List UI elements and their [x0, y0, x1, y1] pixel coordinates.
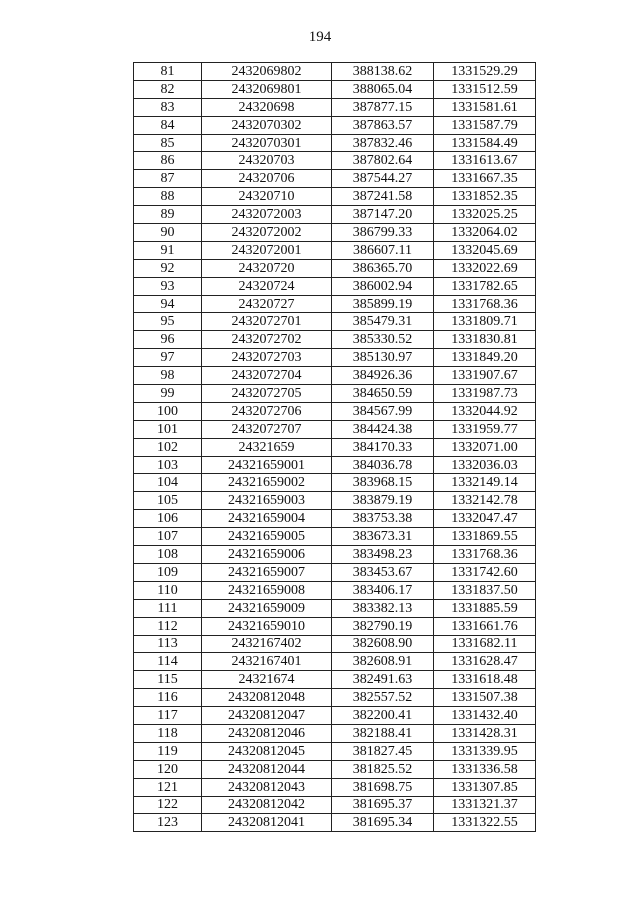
y-coordinate-cell: 1331339.95 [434, 742, 536, 760]
y-coordinate-cell: 1331959.77 [434, 420, 536, 438]
table-row [134, 599, 536, 617]
table-row [134, 170, 536, 188]
row-number-cell: 119 [134, 742, 202, 760]
x-coordinate-cell: 384036.78 [332, 456, 434, 474]
table-row [134, 617, 536, 635]
y-coordinate-cell: 1332047.47 [434, 510, 536, 528]
point-code-cell: 24320812042 [202, 796, 332, 814]
x-coordinate-cell: 383968.15 [332, 474, 434, 492]
table-row [134, 742, 536, 760]
x-coordinate-cell: 386365.70 [332, 259, 434, 277]
table-row [134, 724, 536, 742]
point-code-cell: 24321659004 [202, 510, 332, 528]
point-code-cell: 24321659003 [202, 492, 332, 510]
row-number-cell: 118 [134, 724, 202, 742]
x-coordinate-cell: 381698.75 [332, 778, 434, 796]
y-coordinate-cell: 1332036.03 [434, 456, 536, 474]
x-coordinate-cell: 383453.67 [332, 563, 434, 581]
y-coordinate-cell: 1331885.59 [434, 599, 536, 617]
x-coordinate-cell: 385330.52 [332, 331, 434, 349]
row-number-cell: 114 [134, 653, 202, 671]
y-coordinate-cell: 1331869.55 [434, 528, 536, 546]
y-coordinate-cell: 1331837.50 [434, 581, 536, 599]
x-coordinate-cell: 388065.04 [332, 80, 434, 98]
x-coordinate-cell: 382608.90 [332, 635, 434, 653]
x-coordinate-cell: 382188.41 [332, 724, 434, 742]
x-coordinate-cell: 388138.62 [332, 63, 434, 81]
row-number-cell: 96 [134, 331, 202, 349]
row-number-cell: 99 [134, 385, 202, 403]
point-code-cell: 24320710 [202, 188, 332, 206]
table-row [134, 438, 536, 456]
y-coordinate-cell: 1332064.02 [434, 224, 536, 242]
point-code-cell: 24321674 [202, 671, 332, 689]
row-number-cell: 110 [134, 581, 202, 599]
table-row [134, 456, 536, 474]
row-number-cell: 120 [134, 760, 202, 778]
y-coordinate-cell: 1331830.81 [434, 331, 536, 349]
y-coordinate-cell: 1331809.71 [434, 313, 536, 331]
y-coordinate-cell: 1331768.36 [434, 295, 536, 313]
table-row [134, 635, 536, 653]
y-coordinate-cell: 1331682.11 [434, 635, 536, 653]
y-coordinate-cell: 1331587.79 [434, 116, 536, 134]
point-code-cell: 24320812047 [202, 707, 332, 725]
x-coordinate-cell: 384926.36 [332, 367, 434, 385]
x-coordinate-cell: 387832.46 [332, 134, 434, 152]
point-code-cell: 24320812041 [202, 814, 332, 832]
table-row [134, 796, 536, 814]
row-number-cell: 122 [134, 796, 202, 814]
row-number-cell: 93 [134, 277, 202, 295]
coordinates-table [133, 62, 536, 832]
row-number-cell: 81 [134, 63, 202, 81]
y-coordinate-cell: 1331907.67 [434, 367, 536, 385]
point-code-cell: 24320706 [202, 170, 332, 188]
x-coordinate-cell: 384650.59 [332, 385, 434, 403]
table-row [134, 814, 536, 832]
point-code-cell: 24321659006 [202, 546, 332, 564]
x-coordinate-cell: 387147.20 [332, 206, 434, 224]
table-row [134, 760, 536, 778]
point-code-cell: 24320812046 [202, 724, 332, 742]
table-row [134, 671, 536, 689]
y-coordinate-cell: 1331336.58 [434, 760, 536, 778]
table-row [134, 63, 536, 81]
x-coordinate-cell: 383406.17 [332, 581, 434, 599]
x-coordinate-cell: 387544.27 [332, 170, 434, 188]
point-code-cell: 24320724 [202, 277, 332, 295]
y-coordinate-cell: 1332025.25 [434, 206, 536, 224]
row-number-cell: 98 [134, 367, 202, 385]
y-coordinate-cell: 1331628.47 [434, 653, 536, 671]
table-row [134, 528, 536, 546]
coordinates-table-body [134, 63, 536, 832]
point-code-cell: 24320812045 [202, 742, 332, 760]
point-code-cell: 24321659009 [202, 599, 332, 617]
point-code-cell: 2432070301 [202, 134, 332, 152]
point-code-cell: 24321659005 [202, 528, 332, 546]
row-number-cell: 115 [134, 671, 202, 689]
row-number-cell: 91 [134, 241, 202, 259]
point-code-cell: 2432072702 [202, 331, 332, 349]
row-number-cell: 89 [134, 206, 202, 224]
table-row [134, 134, 536, 152]
row-number-cell: 83 [134, 98, 202, 116]
x-coordinate-cell: 383498.23 [332, 546, 434, 564]
table-row [134, 116, 536, 134]
point-code-cell: 2432072003 [202, 206, 332, 224]
table-row [134, 581, 536, 599]
y-coordinate-cell: 1331742.60 [434, 563, 536, 581]
table-row [134, 367, 536, 385]
y-coordinate-cell: 1331321.37 [434, 796, 536, 814]
y-coordinate-cell: 1332022.69 [434, 259, 536, 277]
x-coordinate-cell: 381695.37 [332, 796, 434, 814]
x-coordinate-cell: 385130.97 [332, 349, 434, 367]
x-coordinate-cell: 385899.19 [332, 295, 434, 313]
table-row [134, 385, 536, 403]
point-code-cell: 24320698 [202, 98, 332, 116]
point-code-cell: 24321659 [202, 438, 332, 456]
row-number-cell: 94 [134, 295, 202, 313]
y-coordinate-cell: 1332044.92 [434, 402, 536, 420]
row-number-cell: 123 [134, 814, 202, 832]
point-code-cell: 2432167401 [202, 653, 332, 671]
table-row [134, 510, 536, 528]
y-coordinate-cell: 1331768.36 [434, 546, 536, 564]
row-number-cell: 108 [134, 546, 202, 564]
x-coordinate-cell: 382491.63 [332, 671, 434, 689]
x-coordinate-cell: 383879.19 [332, 492, 434, 510]
table-row [134, 420, 536, 438]
x-coordinate-cell: 387802.64 [332, 152, 434, 170]
table-row [134, 241, 536, 259]
x-coordinate-cell: 382790.19 [332, 617, 434, 635]
y-coordinate-cell: 1331849.20 [434, 349, 536, 367]
x-coordinate-cell: 381825.52 [332, 760, 434, 778]
row-number-cell: 88 [134, 188, 202, 206]
x-coordinate-cell: 386002.94 [332, 277, 434, 295]
table-row [134, 188, 536, 206]
table-row [134, 295, 536, 313]
x-coordinate-cell: 382200.41 [332, 707, 434, 725]
y-coordinate-cell: 1331782.65 [434, 277, 536, 295]
x-coordinate-cell: 385479.31 [332, 313, 434, 331]
x-coordinate-cell: 387877.15 [332, 98, 434, 116]
y-coordinate-cell: 1332142.78 [434, 492, 536, 510]
page-number: 194 [308, 29, 332, 45]
row-number-cell: 92 [134, 259, 202, 277]
point-code-cell: 24321659007 [202, 563, 332, 581]
x-coordinate-cell: 386799.33 [332, 224, 434, 242]
y-coordinate-cell: 1331661.76 [434, 617, 536, 635]
y-coordinate-cell: 1331618.48 [434, 671, 536, 689]
point-code-cell: 2432072707 [202, 420, 332, 438]
x-coordinate-cell: 383753.38 [332, 510, 434, 528]
row-number-cell: 104 [134, 474, 202, 492]
row-number-cell: 113 [134, 635, 202, 653]
point-code-cell: 24320703 [202, 152, 332, 170]
x-coordinate-cell: 381695.34 [332, 814, 434, 832]
row-number-cell: 109 [134, 563, 202, 581]
table-row [134, 331, 536, 349]
row-number-cell: 84 [134, 116, 202, 134]
point-code-cell: 2432072706 [202, 402, 332, 420]
x-coordinate-cell: 384170.33 [332, 438, 434, 456]
y-coordinate-cell: 1332071.00 [434, 438, 536, 456]
y-coordinate-cell: 1331581.61 [434, 98, 536, 116]
point-code-cell: 24320812043 [202, 778, 332, 796]
y-coordinate-cell: 1331507.38 [434, 689, 536, 707]
point-code-cell: 24320812044 [202, 760, 332, 778]
point-code-cell: 24320812048 [202, 689, 332, 707]
point-code-cell: 24320720 [202, 259, 332, 277]
x-coordinate-cell: 384567.99 [332, 402, 434, 420]
table-row [134, 707, 536, 725]
point-code-cell: 2432167402 [202, 635, 332, 653]
point-code-cell: 2432069801 [202, 80, 332, 98]
row-number-cell: 106 [134, 510, 202, 528]
row-number-cell: 102 [134, 438, 202, 456]
row-number-cell: 103 [134, 456, 202, 474]
table-row [134, 206, 536, 224]
table-row [134, 563, 536, 581]
row-number-cell: 87 [134, 170, 202, 188]
y-coordinate-cell: 1331322.55 [434, 814, 536, 832]
row-number-cell: 100 [134, 402, 202, 420]
row-number-cell: 111 [134, 599, 202, 617]
x-coordinate-cell: 387863.57 [332, 116, 434, 134]
row-number-cell: 121 [134, 778, 202, 796]
x-coordinate-cell: 383673.31 [332, 528, 434, 546]
x-coordinate-cell: 382608.91 [332, 653, 434, 671]
point-code-cell: 24320727 [202, 295, 332, 313]
y-coordinate-cell: 1331428.31 [434, 724, 536, 742]
row-number-cell: 82 [134, 80, 202, 98]
row-number-cell: 112 [134, 617, 202, 635]
point-code-cell: 2432072001 [202, 241, 332, 259]
y-coordinate-cell: 1331432.40 [434, 707, 536, 725]
table-row [134, 492, 536, 510]
point-code-cell: 2432072002 [202, 224, 332, 242]
table-row [134, 474, 536, 492]
x-coordinate-cell: 383382.13 [332, 599, 434, 617]
row-number-cell: 86 [134, 152, 202, 170]
row-number-cell: 107 [134, 528, 202, 546]
x-coordinate-cell: 381827.45 [332, 742, 434, 760]
table-row [134, 80, 536, 98]
row-number-cell: 95 [134, 313, 202, 331]
row-number-cell: 90 [134, 224, 202, 242]
row-number-cell: 85 [134, 134, 202, 152]
table-row [134, 152, 536, 170]
row-number-cell: 97 [134, 349, 202, 367]
y-coordinate-cell: 1331852.35 [434, 188, 536, 206]
point-code-cell: 2432072703 [202, 349, 332, 367]
y-coordinate-cell: 1332045.69 [434, 241, 536, 259]
table-row [134, 259, 536, 277]
y-coordinate-cell: 1331584.49 [434, 134, 536, 152]
table-row [134, 224, 536, 242]
row-number-cell: 101 [134, 420, 202, 438]
table-row [134, 349, 536, 367]
y-coordinate-cell: 1331512.59 [434, 80, 536, 98]
y-coordinate-cell: 1331307.85 [434, 778, 536, 796]
table-row [134, 313, 536, 331]
point-code-cell: 2432072705 [202, 385, 332, 403]
point-code-cell: 2432072704 [202, 367, 332, 385]
y-coordinate-cell: 1331667.35 [434, 170, 536, 188]
point-code-cell: 2432072701 [202, 313, 332, 331]
y-coordinate-cell: 1332149.14 [434, 474, 536, 492]
table-row [134, 402, 536, 420]
table-row [134, 653, 536, 671]
y-coordinate-cell: 1331529.29 [434, 63, 536, 81]
table-row [134, 689, 536, 707]
point-code-cell: 2432070302 [202, 116, 332, 134]
table-row [134, 98, 536, 116]
x-coordinate-cell: 384424.38 [332, 420, 434, 438]
row-number-cell: 116 [134, 689, 202, 707]
y-coordinate-cell: 1331987.73 [434, 385, 536, 403]
point-code-cell: 24321659008 [202, 581, 332, 599]
row-number-cell: 105 [134, 492, 202, 510]
table-row [134, 778, 536, 796]
row-number-cell: 117 [134, 707, 202, 725]
point-code-cell: 24321659002 [202, 474, 332, 492]
table-row [134, 546, 536, 564]
x-coordinate-cell: 387241.58 [332, 188, 434, 206]
x-coordinate-cell: 382557.52 [332, 689, 434, 707]
point-code-cell: 24321659001 [202, 456, 332, 474]
point-code-cell: 2432069802 [202, 63, 332, 81]
x-coordinate-cell: 386607.11 [332, 241, 434, 259]
point-code-cell: 24321659010 [202, 617, 332, 635]
table-row [134, 277, 536, 295]
y-coordinate-cell: 1331613.67 [434, 152, 536, 170]
